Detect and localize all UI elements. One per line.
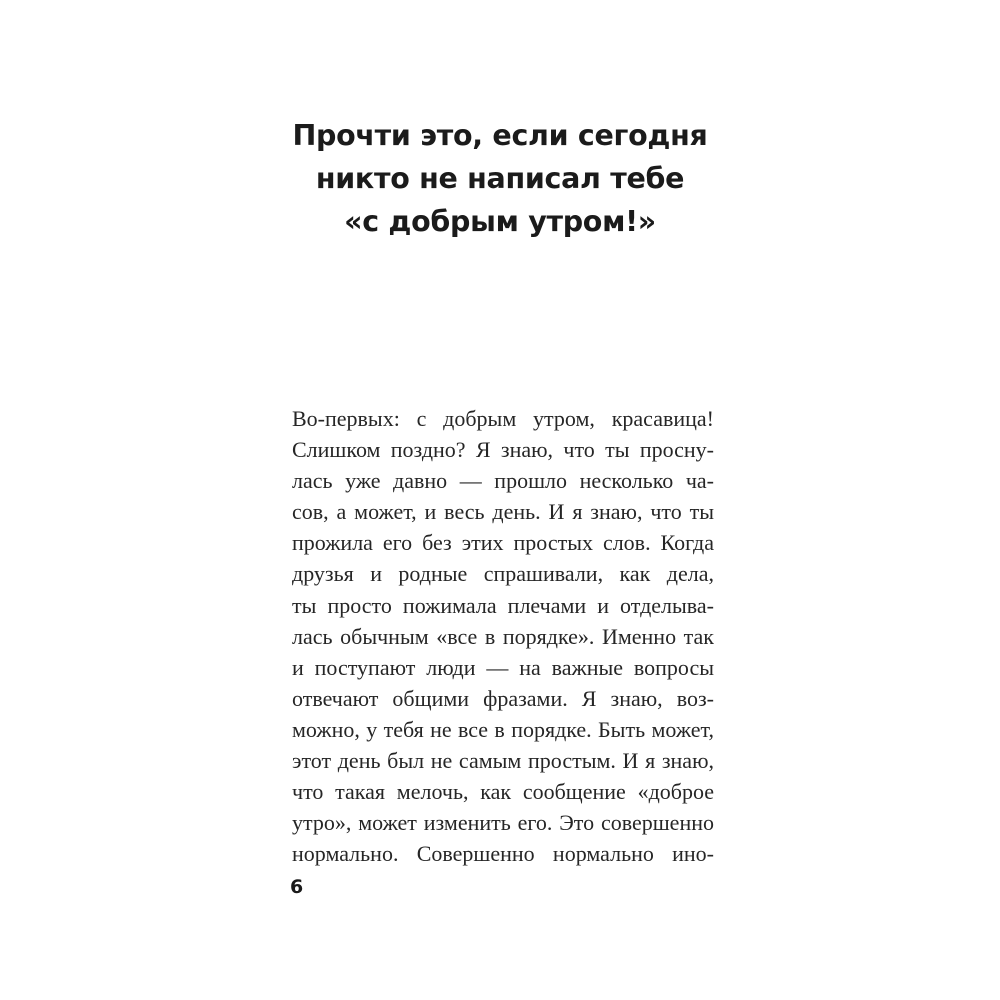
text-line: этот день был не самым простым. И я знаю, xyxy=(292,748,714,774)
chapter-title xyxy=(200,114,800,243)
text-line: утро», может изменить его. Это совершенно xyxy=(292,810,714,836)
text-line: нормально. Совершенно нормально ино- xyxy=(292,841,714,867)
text-line: лась уже давно — прошло несколько ча- xyxy=(292,468,714,494)
text-line: ты просто пожимала плечами и отделыва- xyxy=(292,592,714,618)
text-line: что такая мелочь, как сообщение «доброе xyxy=(292,779,714,805)
text-line: отвечают общими фразами. Я знаю, воз- xyxy=(292,685,714,711)
text-line: лась обычным «все в порядке». Именно так xyxy=(292,623,714,649)
chapter-title-line: «с добрым утром!» xyxy=(344,205,656,238)
text-line: можно, у тебя не все в порядке. Быть может, xyxy=(292,716,714,742)
text-line: прожила его без этих простых слов. Когда xyxy=(292,530,714,556)
text-line: друзья и родные спрашивали, как дела, xyxy=(292,561,714,587)
body-text xyxy=(292,403,714,869)
chapter-title-line: никто не написал тебе xyxy=(315,162,685,195)
text-line: и поступают люди — на важные вопросы xyxy=(292,654,714,680)
page-number: 6 xyxy=(290,876,304,898)
text-line: сов, а может, и весь день. И я знаю, что ты xyxy=(292,499,714,525)
text-line: Во-первых: с добрым утром, красавица! xyxy=(292,406,714,431)
chapter-title-line: Прочти это, если сегодня xyxy=(292,119,708,152)
text-line: Слишком поздно? Я знаю, что ты просну- xyxy=(292,437,714,463)
